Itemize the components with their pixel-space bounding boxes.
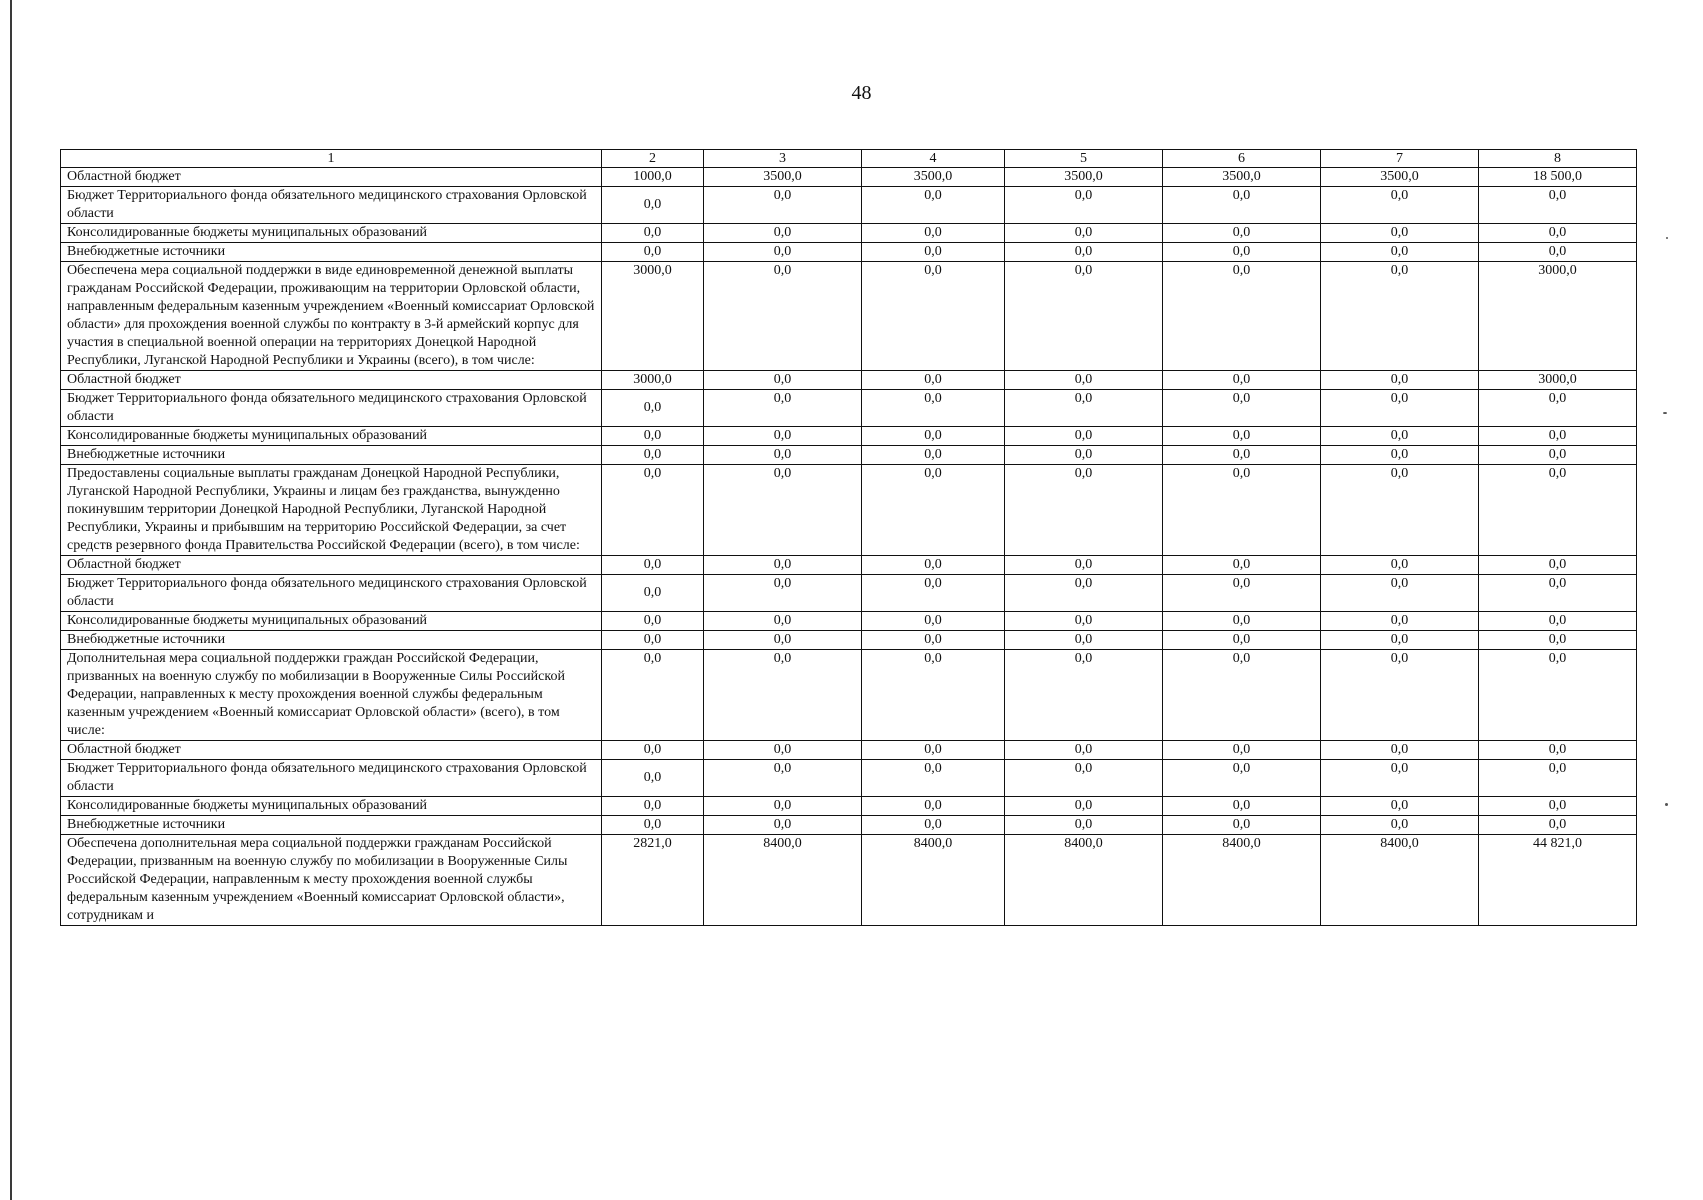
cell-value: 0,0 (1163, 427, 1321, 446)
cell-value: 0,0 (1163, 390, 1321, 427)
table-row (61, 262, 1637, 371)
cell-value: 0,0 (1321, 262, 1479, 371)
cell-value: 0,0 (1479, 446, 1637, 465)
cell-value: 8400,0 (704, 835, 862, 926)
row-label: Обеспечена мера социальной поддержки в виде единовременной денежной выплаты гражданам Российской Федерации, проживающим на территории Орловской области, направленным федеральным казенным учреждением «Военный комиссариат Орловской области» для прохождения военной службы по контракту в 3-й армейский корпус для участия в специальной военной операции на территориях Донецкой Народной Республики, Луганской Народной Республики и Украины (всего), в том числе: (61, 262, 602, 371)
row-label: Дополнительная мера социальной поддержки граждан Российской Федерации, призванных на военную службу по мобилизации в Вооруженные Силы Российской Федерации, направленных к месту прохождения военной службы федеральным казенным учреждением «Военный комиссариат Орловской области» (всего), в том числе: (61, 650, 602, 741)
cell-value: 0,0 (1479, 575, 1637, 612)
cell-value: 3500,0 (704, 168, 862, 187)
cell-value: 0,0 (602, 187, 704, 224)
table-row (61, 390, 1637, 427)
cell-value: 0,0 (1163, 187, 1321, 224)
row-label: Бюджет Территориального фонда обязательного медицинского страхования Орловской области (61, 187, 602, 224)
cell-value: 0,0 (602, 816, 704, 835)
cell-value: 0,0 (1479, 612, 1637, 631)
cell-value: 0,0 (602, 631, 704, 650)
cell-value: 0,0 (1321, 556, 1479, 575)
cell-value: 0,0 (1163, 816, 1321, 835)
column-number: 1 (61, 150, 602, 168)
cell-value: 0,0 (704, 224, 862, 243)
cell-value: 1000,0 (602, 168, 704, 187)
header-row (61, 150, 1637, 168)
table-row (61, 465, 1637, 556)
cell-value: 0,0 (1005, 187, 1163, 224)
cell-value: 0,0 (602, 612, 704, 631)
cell-value: 0,0 (704, 446, 862, 465)
cell-value: 0,0 (1005, 262, 1163, 371)
cell-value: 2821,0 (602, 835, 704, 926)
cell-value: 0,0 (862, 556, 1005, 575)
cell-value: 0,0 (1163, 631, 1321, 650)
cell-value: 0,0 (1479, 427, 1637, 446)
row-label: Бюджет Территориального фонда обязательного медицинского страхования Орловской области (61, 575, 602, 612)
cell-value: 0,0 (1163, 446, 1321, 465)
cell-value: 0,0 (1321, 612, 1479, 631)
cell-value: 0,0 (1163, 650, 1321, 741)
cell-value: 0,0 (704, 797, 862, 816)
table-row (61, 835, 1637, 926)
scan-speck (1663, 412, 1667, 414)
cell-value: 0,0 (1005, 371, 1163, 390)
cell-value: 0,0 (1321, 224, 1479, 243)
cell-value: 0,0 (1163, 741, 1321, 760)
cell-value: 0,0 (862, 465, 1005, 556)
row-label: Внебюджетные источники (61, 446, 602, 465)
cell-value: 0,0 (602, 741, 704, 760)
cell-value: 8400,0 (862, 835, 1005, 926)
cell-value: 0,0 (602, 390, 704, 427)
cell-value: 0,0 (1005, 427, 1163, 446)
cell-value: 0,0 (862, 816, 1005, 835)
cell-value: 0,0 (704, 390, 862, 427)
cell-value: 0,0 (1163, 575, 1321, 612)
cell-value: 0,0 (1321, 631, 1479, 650)
cell-value: 3000,0 (602, 262, 704, 371)
cell-value: 0,0 (602, 224, 704, 243)
cell-value: 0,0 (1321, 575, 1479, 612)
cell-value: 0,0 (862, 575, 1005, 612)
cell-value: 0,0 (1005, 465, 1163, 556)
cell-value: 0,0 (862, 371, 1005, 390)
table-row (61, 575, 1637, 612)
budget-table (60, 149, 1637, 926)
cell-value: 0,0 (704, 465, 862, 556)
cell-value: 0,0 (602, 760, 704, 797)
cell-value: 0,0 (862, 243, 1005, 262)
cell-value: 3000,0 (602, 371, 704, 390)
cell-value: 18 500,0 (1479, 168, 1637, 187)
cell-value: 0,0 (1005, 556, 1163, 575)
cell-value: 0,0 (1005, 612, 1163, 631)
cell-value: 0,0 (862, 741, 1005, 760)
cell-value: 0,0 (1005, 390, 1163, 427)
cell-value: 0,0 (1005, 224, 1163, 243)
page-number: 48 (851, 82, 872, 104)
cell-value: 8400,0 (1321, 835, 1479, 926)
column-number: 8 (1479, 150, 1637, 168)
table-row (61, 446, 1637, 465)
cell-value: 0,0 (1163, 243, 1321, 262)
column-number: 3 (704, 150, 862, 168)
cell-value: 3500,0 (1005, 168, 1163, 187)
row-label: Областной бюджет (61, 168, 602, 187)
cell-value: 0,0 (602, 575, 704, 612)
cell-value: 0,0 (1005, 797, 1163, 816)
cell-value: 0,0 (862, 262, 1005, 371)
row-label: Внебюджетные источники (61, 243, 602, 262)
row-label: Областной бюджет (61, 371, 602, 390)
cell-value: 0,0 (602, 556, 704, 575)
cell-value: 0,0 (862, 612, 1005, 631)
cell-value: 0,0 (602, 446, 704, 465)
cell-value: 0,0 (602, 427, 704, 446)
scan-speck (1666, 237, 1668, 239)
row-label: Консолидированные бюджеты муниципальных образований (61, 427, 602, 446)
cell-value: 0,0 (862, 224, 1005, 243)
cell-value: 0,0 (1479, 816, 1637, 835)
column-number: 5 (1005, 150, 1163, 168)
row-label: Областной бюджет (61, 556, 602, 575)
cell-value: 0,0 (704, 741, 862, 760)
row-label: Бюджет Территориального фонда обязательного медицинского страхования Орловской области (61, 390, 602, 427)
cell-value: 3500,0 (862, 168, 1005, 187)
row-label: Консолидированные бюджеты муниципальных образований (61, 224, 602, 243)
row-label: Консолидированные бюджеты муниципальных образований (61, 612, 602, 631)
scan-edge (10, 0, 12, 1200)
cell-value: 3000,0 (1479, 262, 1637, 371)
cell-value: 0,0 (704, 556, 862, 575)
table-row (61, 168, 1637, 187)
cell-value: 0,0 (1321, 816, 1479, 835)
table-row (61, 243, 1637, 262)
cell-value: 8400,0 (1163, 835, 1321, 926)
row-label: Внебюджетные источники (61, 631, 602, 650)
cell-value: 3000,0 (1479, 371, 1637, 390)
table-row (61, 741, 1637, 760)
cell-value: 0,0 (1479, 631, 1637, 650)
cell-value: 0,0 (1163, 612, 1321, 631)
column-number: 2 (602, 150, 704, 168)
cell-value: 0,0 (862, 650, 1005, 741)
table-body (61, 168, 1637, 926)
cell-value: 0,0 (1321, 427, 1479, 446)
table-row (61, 816, 1637, 835)
row-label: Обеспечена дополнительная мера социальной поддержки гражданам Российской Федерации, призванным на военную службу по мобилизации в Вооруженные Силы Российской Федерации, направленным к месту прохождения военной службы федеральным казенным учреждением «Военный комиссариат Орловской области», сотрудникам и (61, 835, 602, 926)
row-label: Предоставлены социальные выплаты гражданам Донецкой Народной Республики, Луганской Народной Республики, Украины и лицам без гражданства, вынужденно покинувшим территории Донецкой Народной Республики, Луганской Народной Республики, Украины и прибывшим на территорию Российской Федерации, за счет средств резервного фонда Правительства Российской Федерации (всего), в том числе: (61, 465, 602, 556)
row-label: Областной бюджет (61, 741, 602, 760)
cell-value: 0,0 (1163, 224, 1321, 243)
cell-value: 0,0 (704, 575, 862, 612)
cell-value: 0,0 (1321, 371, 1479, 390)
table-row (61, 556, 1637, 575)
cell-value: 0,0 (602, 797, 704, 816)
cell-value: 0,0 (704, 612, 862, 631)
cell-value: 0,0 (704, 650, 862, 741)
table-row (61, 427, 1637, 446)
cell-value: 0,0 (1479, 760, 1637, 797)
cell-value: 0,0 (1321, 797, 1479, 816)
cell-value: 0,0 (1163, 262, 1321, 371)
column-number: 6 (1163, 150, 1321, 168)
cell-value: 0,0 (704, 427, 862, 446)
cell-value: 0,0 (1163, 760, 1321, 797)
cell-value: 0,0 (1005, 243, 1163, 262)
cell-value: 0,0 (1005, 816, 1163, 835)
cell-value: 0,0 (704, 760, 862, 797)
cell-value: 0,0 (602, 243, 704, 262)
cell-value: 0,0 (1479, 390, 1637, 427)
cell-value: 0,0 (1321, 243, 1479, 262)
cell-value: 0,0 (862, 427, 1005, 446)
cell-value: 0,0 (602, 465, 704, 556)
cell-value: 0,0 (1163, 797, 1321, 816)
table-row (61, 760, 1637, 797)
cell-value: 0,0 (1163, 371, 1321, 390)
cell-value: 0,0 (1163, 465, 1321, 556)
cell-value: 0,0 (1479, 187, 1637, 224)
cell-value: 0,0 (1163, 556, 1321, 575)
table-row (61, 631, 1637, 650)
cell-value: 0,0 (862, 760, 1005, 797)
row-label: Консолидированные бюджеты муниципальных образований (61, 797, 602, 816)
cell-value: 0,0 (1321, 446, 1479, 465)
cell-value: 0,0 (602, 650, 704, 741)
cell-value: 0,0 (1321, 650, 1479, 741)
cell-value: 0,0 (862, 446, 1005, 465)
cell-value: 0,0 (1321, 465, 1479, 556)
cell-value: 0,0 (1321, 741, 1479, 760)
cell-value: 0,0 (704, 371, 862, 390)
cell-value: 0,0 (1005, 575, 1163, 612)
column-number: 4 (862, 150, 1005, 168)
cell-value: 0,0 (1005, 631, 1163, 650)
cell-value: 0,0 (1479, 741, 1637, 760)
cell-value: 3500,0 (1321, 168, 1479, 187)
cell-value: 44 821,0 (1479, 835, 1637, 926)
cell-value: 0,0 (1321, 187, 1479, 224)
table-row (61, 612, 1637, 631)
cell-value: 0,0 (704, 262, 862, 371)
cell-value: 0,0 (704, 243, 862, 262)
cell-value: 0,0 (1479, 556, 1637, 575)
cell-value: 0,0 (704, 816, 862, 835)
cell-value: 0,0 (1005, 760, 1163, 797)
cell-value: 0,0 (704, 631, 862, 650)
cell-value: 0,0 (862, 390, 1005, 427)
scan-speck (1665, 803, 1668, 806)
cell-value: 0,0 (704, 187, 862, 224)
cell-value: 0,0 (862, 797, 1005, 816)
cell-value: 0,0 (1479, 465, 1637, 556)
table-row (61, 224, 1637, 243)
table-row (61, 650, 1637, 741)
cell-value: 0,0 (1005, 741, 1163, 760)
cell-value: 0,0 (1479, 243, 1637, 262)
table-row (61, 797, 1637, 816)
cell-value: 0,0 (1479, 797, 1637, 816)
row-label: Внебюджетные источники (61, 816, 602, 835)
cell-value: 0,0 (862, 631, 1005, 650)
row-label: Бюджет Территориального фонда обязательного медицинского страхования Орловской области (61, 760, 602, 797)
cell-value: 0,0 (862, 187, 1005, 224)
cell-value: 0,0 (1479, 650, 1637, 741)
table-row (61, 371, 1637, 390)
cell-value: 0,0 (1005, 446, 1163, 465)
cell-value: 0,0 (1479, 224, 1637, 243)
cell-value: 0,0 (1321, 390, 1479, 427)
cell-value: 0,0 (1005, 650, 1163, 741)
cell-value: 8400,0 (1005, 835, 1163, 926)
table-row (61, 187, 1637, 224)
cell-value: 0,0 (1321, 760, 1479, 797)
column-number: 7 (1321, 150, 1479, 168)
cell-value: 3500,0 (1163, 168, 1321, 187)
